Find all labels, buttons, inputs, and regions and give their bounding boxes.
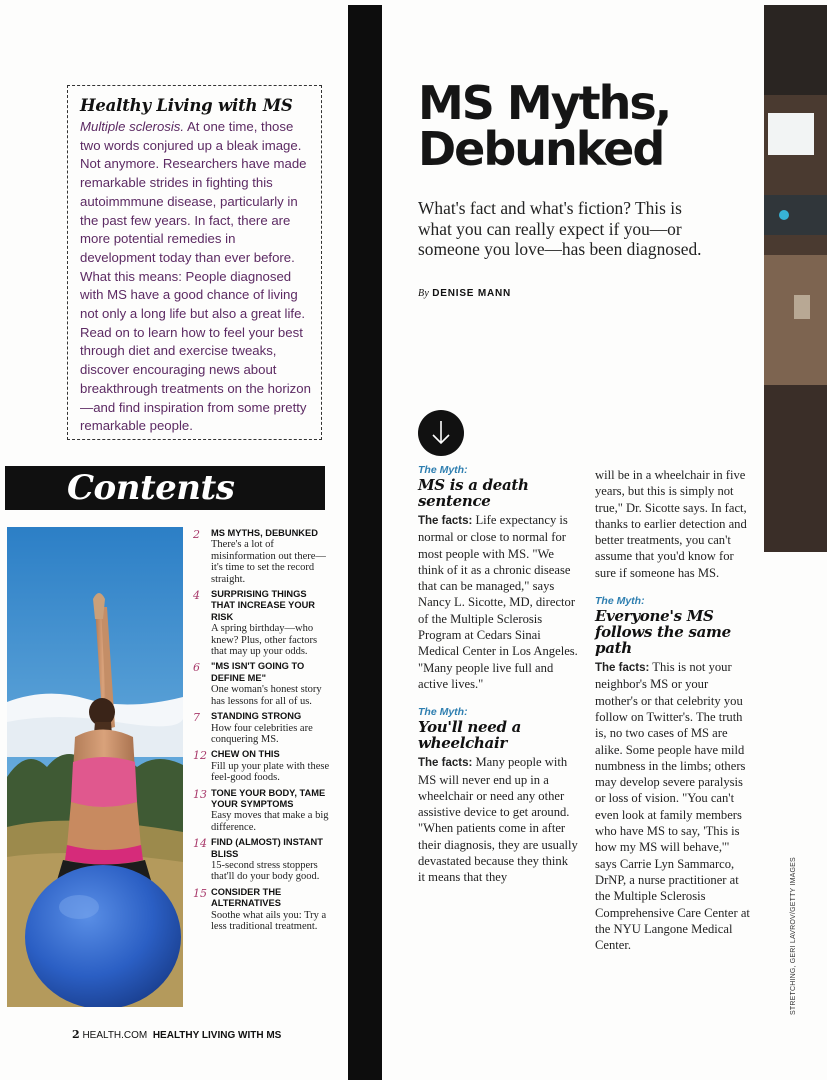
myth-title: MS is a death sentence	[418, 476, 529, 510]
article-column-2	[595, 467, 753, 953]
myth-label: The Myth:	[595, 595, 645, 608]
toc-heading: TONE YOUR BODY, TAME YOUR SYMPTOMS	[211, 787, 326, 809]
toc-page-number: 6	[193, 661, 200, 675]
intro-body: At one time, those two words conjured up a bleak image. Not anymore. Researchers have made remarkable strides in fighting this autoimmmune disease, particularly in the past few years. In fact, there are more potential remedies in development today than ever before. What this means: People diagnosed with MS have a good chance of living not only a long life but also a great life. Read on to learn how to feel your best through diet and exercise tweaks, discover encouraging news about breakthrough treatments on the horizon—and find inspiration from some pretty remarkable people.	[80, 119, 311, 434]
yoga-ball-illustration	[7, 527, 183, 1007]
article-headline	[418, 76, 738, 176]
page-folio	[72, 1028, 281, 1041]
folio-site: HEALTH.COM	[82, 1030, 148, 1041]
facts-label: The facts:	[418, 515, 473, 527]
toc-description: Fill up your plate with these feel-good foods.	[211, 760, 330, 784]
contents-title: Contents	[67, 468, 235, 508]
toc-heading: MS MYTHS, DEBUNKED	[211, 528, 318, 538]
toc-page-number: 4	[193, 589, 200, 603]
toc-item[interactable]	[193, 589, 333, 657]
facts-text: Life expectancy is normal or close to normal for most people with MS. "We think of it as a chronic disease that can be managed," says Nancy L. Sicotte, MD, director of the Multiple Sclerosis Program at Cedars Sinai Medical Center in Los Angeles. "Many people live full and active lives."	[418, 513, 578, 691]
toc-heading: SURPRISING THINGS THAT INCREASE YOUR RISK	[211, 589, 315, 622]
photo-credit	[790, 855, 810, 1015]
gym-interior-illustration	[764, 5, 827, 552]
toc-page-number: 15	[193, 886, 207, 900]
folio-section: HEALTHY LIVING WITH MS	[152, 1030, 282, 1041]
toc-heading: CONSIDER THE ALTERNATIVES	[211, 886, 282, 909]
facts-text: This is not your neighbor's MS or your mother's or that celebrity you follow on Twitter's. The truth is, no two cases of MS are alike. Some people have mild numbness in the limbs; others may develop severe paralysis or loss of vision. "You can't even look at family members who have MS to say, 'This is how my MS will behave,'" says Carrie Lyn Sammarco, DrNP, a nurse practitioner at the Multiple Sclerosis Comprehensive Care Center at the NYU Langone Medical Center.	[595, 660, 750, 953]
continued-text: will be in a wheelchair in five years, but this is simply not true," Dr. Sicotte says. In fact, thanks to earlier detection and better treatments, you can't assume that you'd know for sure if someone has MS.	[595, 468, 747, 580]
byline	[418, 288, 511, 299]
photo-credit-text: STRETCHING, GERI LAVROV/GETTY IMAGES	[790, 857, 797, 1015]
article-deck: What's fact and what's fiction? This is what you can really expect if you—or someone you love—has been diagnosed.	[418, 198, 702, 259]
toc-page-number: 14	[193, 837, 207, 851]
myth-title: You'll need a wheelchair	[418, 718, 522, 753]
toc-item[interactable]	[193, 887, 333, 933]
intro-box	[67, 85, 322, 440]
myth-body	[418, 754, 578, 885]
toc-heading: "MS ISN'T GOING TO DEFINE ME"	[211, 661, 305, 683]
toc-description: A spring birthday—who knew? Plus, other factors that may up your odds.	[211, 623, 318, 658]
myth-body	[595, 659, 753, 953]
toc-item[interactable]	[193, 837, 333, 883]
myth-label: The Myth:	[418, 706, 468, 719]
center-gutter	[348, 5, 382, 1080]
toc-heading: STANDING STRONG	[211, 711, 302, 722]
byline-prefix: By	[418, 288, 430, 299]
toc-description: There's a lot of misinformation out there—it's time to set the record straight.	[211, 539, 326, 585]
toc-heading: CHEW ON THIS	[211, 749, 280, 760]
facts-label: The facts:	[418, 757, 473, 770]
toc-page-number: 13	[193, 787, 207, 801]
article-column-1	[418, 464, 578, 886]
headline-line-1: MS Myths,	[418, 76, 671, 130]
toc-description: One woman's honest story has lessons for all of us.	[211, 684, 322, 707]
arrow-down-icon	[418, 410, 464, 456]
intro-text	[80, 118, 311, 436]
facts-text: Many people with MS will never end up in a wheelchair or need any other assistive device to get around. "When patients come in after their diagnosis, they are usually devastated because they think it means that they	[418, 755, 578, 885]
toc-item[interactable]	[193, 749, 333, 783]
myth-body	[418, 512, 578, 692]
myth-label: The Myth:	[418, 464, 468, 476]
toc-item[interactable]	[193, 711, 333, 745]
folio-page-number: 2	[72, 1028, 80, 1041]
intro-title: Healthy Living with MS	[80, 96, 293, 115]
toc-heading: FIND (ALMOST) INSTANT BLISS	[211, 837, 323, 859]
table-of-contents	[193, 528, 333, 936]
yoga-ball-photo	[7, 527, 183, 1007]
headline-line-2: Debunked	[418, 122, 664, 176]
toc-item[interactable]	[193, 661, 333, 707]
toc-description: 15-second stress stoppers that'll do your body good.	[211, 859, 320, 883]
toc-item[interactable]	[193, 788, 333, 834]
toc-description: Easy moves that make a big difference.	[211, 810, 329, 833]
toc-description: Soothe what ails you: Try a less traditional treatment.	[211, 909, 327, 932]
gym-photo-strip	[764, 5, 827, 552]
toc-page-number: 2	[193, 528, 200, 541]
toc-item[interactable]	[193, 528, 333, 585]
toc-page-number: 12	[193, 749, 207, 763]
intro-lead: Multiple sclerosis.	[80, 119, 185, 134]
toc-page-number: 7	[193, 711, 200, 725]
toc-description: How four celebrities are conquering MS.	[211, 722, 313, 745]
myth-title: Everyone's MS follows the same path	[595, 607, 731, 658]
facts-label: The facts:	[595, 662, 650, 675]
byline-author: DENISE MANN	[432, 288, 512, 299]
